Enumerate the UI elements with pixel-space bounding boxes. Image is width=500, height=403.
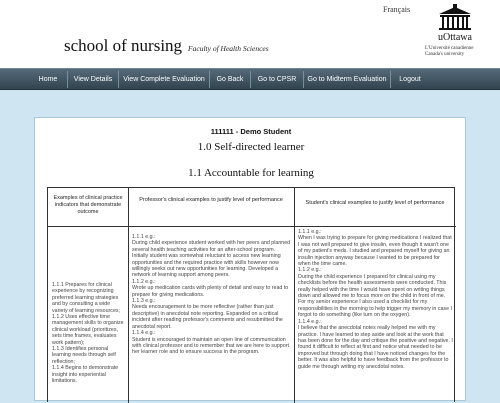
logo-tagline-fr: L'Université canadienne bbox=[425, 46, 474, 51]
professor-examples-cell: 1.1.1 e.g.: During child experience student worked with her peers and planned several health teaching activities for an after-school program. Initially student was somewhat reluctant to access new learning opportunities and the required practice with skills however now willingly seeks out new opportunities for learning. Developed a network of learning support among peers. 1.1.2 e.g.: Wrote up medication cards with plenty of detail and easy to read to prepare for giving medications. 1.1.3 e.g.: Needs encouragement to be more reflective (rather than just descriptive) in anecdotal note reporting. Expanded on a critical incident after reading professor's comments and resubmitted the anecdotal report. 1.1.4 e.g.: Student is encouraged to maintain an open line of communication with clinical professor and to remember that we are here to support her learner role and to ensure success in the program. bbox=[132, 234, 291, 356]
evaluation-panel bbox=[34, 117, 466, 401]
student-name: 111111 - Demo Student bbox=[210, 127, 292, 136]
nav-go-to-cpsr[interactable]: Go to CPSR bbox=[257, 76, 297, 83]
column-divider bbox=[294, 188, 295, 403]
section-title: 1.0 Self-directed learner bbox=[197, 141, 305, 153]
nav-go-to-midterm-evaluation[interactable]: Go to Midterm Evaluation bbox=[307, 76, 387, 83]
logo-tagline-en: Canada's university bbox=[425, 52, 465, 57]
nav-logout[interactable]: Logout bbox=[399, 76, 421, 83]
evaluation-table bbox=[47, 187, 455, 402]
logo-tagline bbox=[423, 46, 491, 58]
header-student-examples: Student's clinical examples to justify level of performance bbox=[305, 200, 445, 206]
subsection-title: 1.1 Accountable for learning bbox=[188, 167, 314, 179]
main-nav bbox=[0, 68, 500, 90]
header-professor-examples: Professor's clinical examples to justify level of performance bbox=[139, 197, 283, 203]
faculty-name: Faculty of Health Sciences bbox=[188, 44, 269, 53]
site-header bbox=[0, 0, 500, 68]
nav-view-complete-evaluation[interactable]: View Complete Evaluation bbox=[123, 76, 205, 83]
language-link[interactable]: Français bbox=[383, 5, 411, 14]
uottawa-logo[interactable] bbox=[425, 4, 485, 64]
logo-name: uOttawa bbox=[438, 32, 472, 43]
student-examples-cell: 1.1.1 e.g.: When I was trying to prepare for giving medications I realized that I was not well prepared to give insulin, even though it wasn't one of my patient's meds. I studied and prepared myself for giving an insulin injection anyway because I wanted to be prepared for when the time came. 1.1.2 e.g.: During the child experience I prepared for clinical using my checklists before the health assessments were conducted. This really helped with the time I would have spent on writing things down and allowed me to focus more on the child in front of me. For my senior experience I also used a checklist for my responsibilities in the morning to help trigger my memory in case I forgot to do something (like turn on the oxygen). 1.1.4 e.g.: I believe that the anecdotal notes really helped me with my practice. I have learned to step aside and look at the work that has been done for the day and critique the positive and negative. I found it difficult to reflect at first and notice what needed to be improved but through doing that I have noticed changes for the better. It was also helpful to have feedback from the professor to guide me through writing my anecdotal notes. bbox=[298, 229, 453, 370]
nav-home[interactable]: Home bbox=[38, 76, 58, 83]
school-name: school of nursing bbox=[64, 36, 183, 55]
indicators-cell: 1.1.1 Prepares for clinical experience by recognizing preferred learning strategies and by consulting a wide variety of learning resources; 1.1.2 Uses effective time management skills to organize clinical workload (prioritizes, sets time frames, evaluates work pattern); 1.1.3 Identifies personal learning needs through self reflection; 1.1.4 Begins to demonstrate insight into experiential limitations. bbox=[52, 282, 124, 385]
nav-go-back[interactable]: Go Back bbox=[216, 76, 244, 83]
building-icon bbox=[435, 4, 475, 32]
nav-view-details[interactable]: View Details bbox=[73, 76, 113, 83]
header-divider bbox=[48, 226, 456, 227]
column-divider bbox=[128, 188, 129, 403]
site-title bbox=[64, 36, 269, 56]
header-indicators: Examples of clinical practice indicators that demonstrate outcome bbox=[53, 195, 123, 215]
